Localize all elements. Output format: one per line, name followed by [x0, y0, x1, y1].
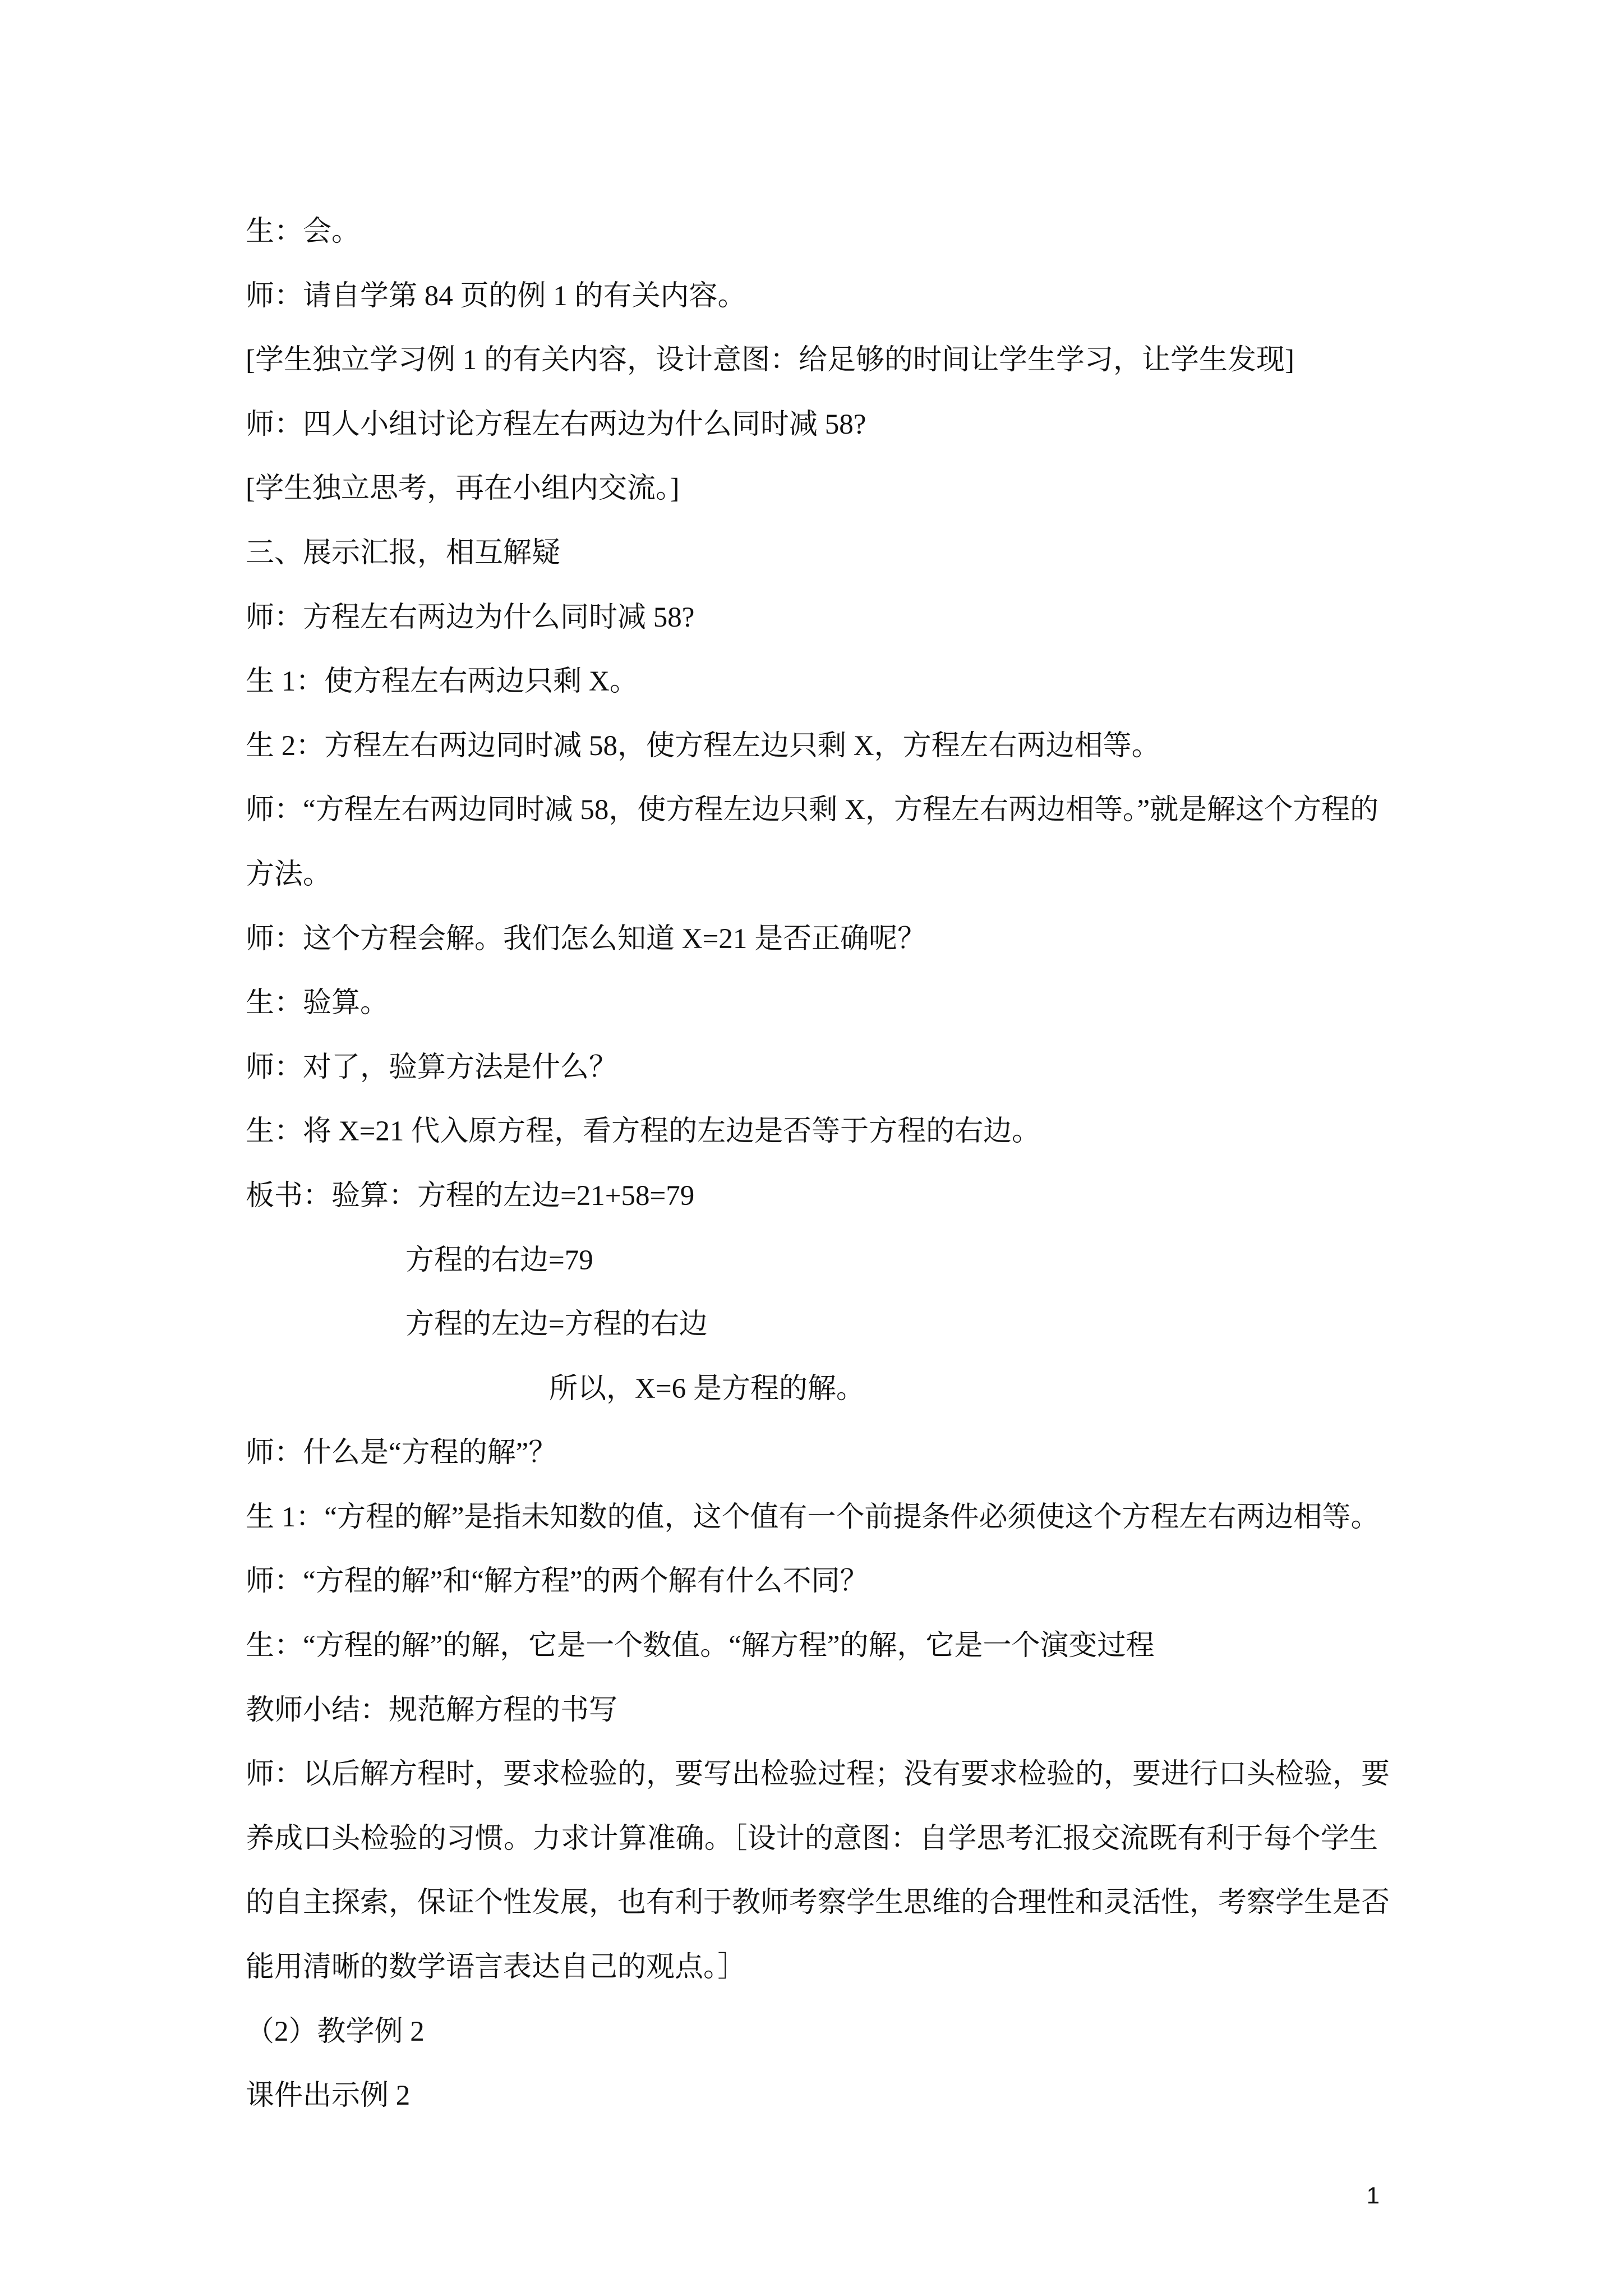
text-line: 教师小结：规范解方程的书写 [246, 1694, 618, 1726]
text-line: 所以，X=6 是方程的解。 [549, 1373, 865, 1405]
text-line: 师：四人小组讨论方程左右两边为什么同时减 58? [246, 408, 866, 440]
text-line: 能用清晰的数学语言表达自己的观点。］ [246, 1952, 746, 1984]
teacher-line [246, 586, 1378, 650]
text-line: 板书：验算：方程的左边=21+58=79 [246, 1180, 695, 1212]
text-line: 生 1：使方程左右两边只剩 X。 [246, 666, 638, 698]
board-note [246, 1292, 1378, 1357]
text-line: 师：请自学第 84 页的例 1 的有关内容。 [246, 280, 746, 312]
text-line: 师：“方程的解”和“解方程”的两个解有什么不同？ [246, 1566, 869, 1598]
board-note [246, 1228, 1378, 1293]
design-note [246, 457, 1378, 521]
student-line [246, 200, 1378, 264]
text-line: 方程的左边=方程的右边 [405, 1309, 708, 1341]
text-line: （2）教学例 2 [246, 2016, 425, 2047]
text-line: 师：方程左右两边为什么同时减 58? [246, 601, 695, 633]
text-line: 方法。 [246, 858, 332, 890]
text-line: 生 2：方程左右两边同时减 58，使方程左边只剩 X，方程左右两边相等。 [246, 730, 1160, 762]
document-body [246, 200, 1390, 2128]
text-line: 生：将 X=21 代入原方程，看方程的左边是否等于方程的右边。 [246, 1116, 1041, 1148]
design-note [246, 328, 1378, 393]
text-line: 师：这个方程会解。我们怎么知道 X=21 是否正确呢？ [246, 923, 926, 955]
board-note [246, 1357, 1378, 1421]
subsection-heading [246, 2000, 1378, 2064]
student-line [246, 971, 1378, 1036]
text-line: 养成口头检验的习惯。力求计算准确。［设计的意图：自学思考汇报交流既有利于每个学生 [246, 1823, 1378, 1855]
student-line [246, 650, 1378, 714]
text-line: 三、展示汇报，相互解疑 [246, 537, 561, 569]
teacher-line [246, 264, 1378, 329]
text-line: 师：对了，验算方法是什么？ [246, 1051, 618, 1083]
section-heading [246, 521, 1378, 586]
student-line [246, 1485, 1378, 1550]
text-line: 生：验算。 [246, 987, 389, 1019]
teacher-line [246, 393, 1378, 457]
text-line: [学生独立学习例 1 的有关内容，设计意图：给足够的时间让学生学习，让学生发现] [246, 344, 1294, 376]
text-line: 课件出示例 2 [246, 2080, 411, 2112]
student-line [246, 714, 1378, 779]
teacher-line [246, 778, 1378, 907]
text-line: 生：会。 [246, 216, 361, 247]
text-line: 生：“方程的解”的解，它是一个数值。“解方程”的解，它是一个演变过程 [246, 1630, 1155, 1662]
summary-heading [246, 1678, 1378, 1743]
student-line [246, 1099, 1378, 1164]
text-line: 师：以后解方程时，要求检验的，要写出检验过程；没有要求检验的，要进行口头检验，要 [246, 1759, 1390, 1791]
student-line [246, 1614, 1378, 1678]
page-number: 1 [1366, 2182, 1380, 2208]
teacher-line [246, 1742, 1390, 1999]
text-line: 师：什么是“方程的解”？ [246, 1437, 557, 1469]
instruction-line [246, 2064, 1378, 2128]
text-line: [学生独立思考，再在小组内交流。] [246, 473, 680, 505]
text-line: 方程的右边=79 [405, 1244, 593, 1276]
teacher-line [246, 1036, 1378, 1100]
board-note [246, 1164, 1378, 1228]
teacher-line [246, 907, 1378, 972]
teacher-line [246, 1421, 1378, 1485]
teacher-line [246, 1549, 1378, 1614]
text-line: 生 1：“方程的解”是指未知数的值，这个值有一个前提条件必须使这个方程左右两边相等。 [246, 1501, 1380, 1533]
text-line: 师：“方程左右两边同时减 58，使方程左边只剩 X，方程左右两边相等。”就是解这个方程的 [246, 794, 1379, 826]
text-line: 的自主探索，保证个性发展，也有利于教师考察学生思维的合理性和灵活性，考察学生是否 [246, 1887, 1390, 1919]
